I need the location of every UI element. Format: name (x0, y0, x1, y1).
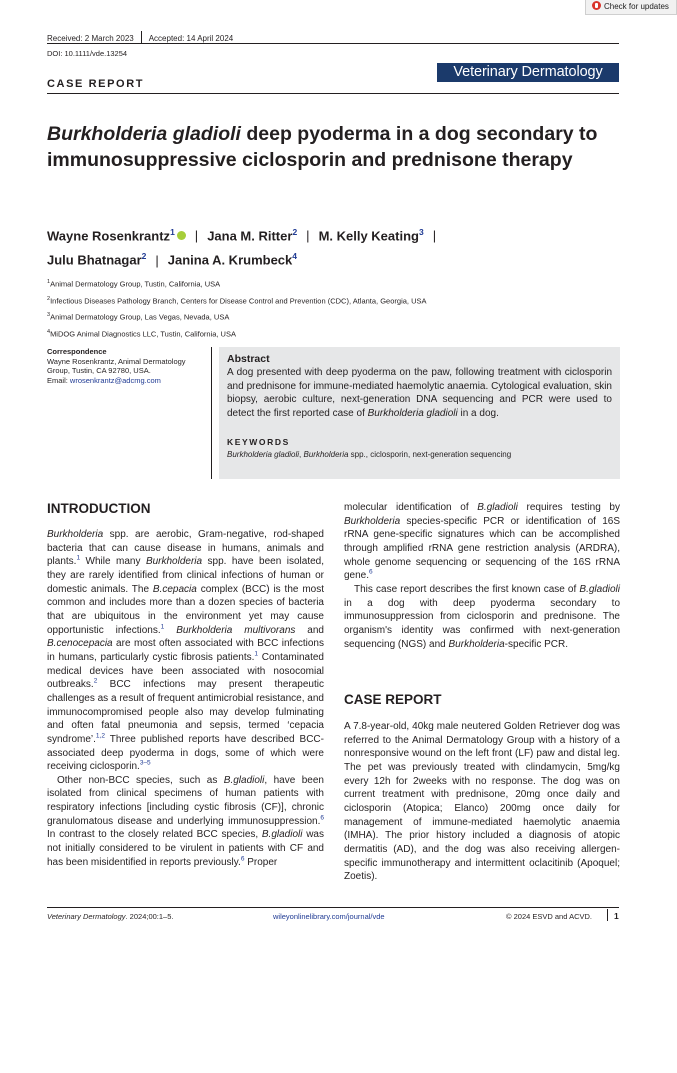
text-italic: B.cenocepacia (47, 638, 113, 650)
citation-ref[interactable]: 6 (320, 814, 324, 822)
affiliation-item (47, 275, 619, 292)
affiliation-number: 3 (47, 312, 51, 318)
text-run: and (295, 624, 324, 636)
section-heading-introduction: INTRODUCTION (47, 501, 151, 516)
footer-journal: Veterinary Dermatology (47, 912, 126, 921)
footer-citation (47, 912, 173, 921)
crossmark-icon (592, 1, 601, 10)
author-name[interactable]: M. Kelly Keating (318, 228, 419, 244)
correspondence-line: Wayne Rosenkrantz, Animal Dermatology (47, 356, 186, 366)
affiliation-number: 4 (47, 328, 51, 335)
text-run: are most often associated with BCC infections in humans, particularly cystic fibrosis patients. (47, 638, 324, 663)
citation-ref[interactable]: 1,2 (95, 732, 105, 740)
text-run: requires testing by (517, 502, 620, 513)
abstract-text-part: in a dog. (457, 407, 499, 419)
doi[interactable]: DOI: 10.1111/vde.13254 (47, 49, 128, 58)
text-italic: B.gladioli (579, 583, 620, 595)
article-type: CASE REPORT (47, 78, 145, 90)
keyword: Burkholderia gladioli (227, 450, 300, 459)
affiliation-item (47, 308, 619, 325)
text-italic: B.gladioli (261, 829, 303, 841)
correspondence-heading: Correspondence (47, 347, 107, 356)
text-run: spp. have been isolated, they are rarely identified from clinical infections of human or domestic animals. The (47, 556, 324, 595)
author-separator: | (155, 252, 159, 268)
citation-ref[interactable]: 1 (160, 623, 165, 631)
email-label: Email: (47, 375, 70, 385)
author-affiliation-ref[interactable]: 3 (418, 227, 424, 237)
citation-ref[interactable]: 2 (93, 677, 98, 685)
affiliation-text: Animal Dermatology Group, Tustin, California, USA (50, 279, 221, 289)
abstract-text-part: A dog presented with deep pyoderma on the paw, following treatment with ciclosporin and prednisone for immune-mediated haemolytic anaemia. Cytological evaluation, skin biopsy, aerobic culture, next-generation DNA sequencing and PCR were used to detect the first reported case of (227, 367, 612, 419)
keywords-heading: KEYWORDS (227, 437, 290, 447)
text-italic: B.gladioli (223, 774, 265, 786)
abstract-text (227, 366, 612, 420)
text-run: -specific PCR. (504, 638, 569, 650)
text-run: species-specific PCR or identification of 16S rRNA gene-specific signatures which can be accomplished through amplified rRNA gene restriction analysis (ARDRA), whole genome sequencing or sequencing of the 16S rRNA gene. (344, 515, 620, 582)
accepted-date: Accepted: 14 April 2024 (148, 34, 234, 43)
abstract-heading: Abstract (227, 353, 270, 365)
text-run: In contrast to the closely related BCC species, (47, 829, 262, 841)
affiliation-number: 1 (47, 279, 51, 285)
correspondence-email-link[interactable]: wrosenkrantz@adcmg.com (69, 375, 161, 385)
citation-ref[interactable]: 6 (369, 568, 373, 576)
affiliations (47, 275, 619, 341)
received-date: Received: 2 March 2023 (47, 34, 134, 43)
footer-rule (47, 907, 619, 908)
intro-paragraph-3 (344, 501, 620, 583)
affiliation-item (47, 325, 619, 342)
text-italic: Burkholderia multivorans (164, 624, 296, 636)
article-type-rule (47, 93, 619, 94)
check-for-updates-badge[interactable] (585, 0, 677, 15)
correspondence-block (47, 347, 207, 385)
text-run: was not initially considered to be virulent in patients with CF and has been misidentified in reports previously. (47, 829, 324, 868)
correspondence-divider (211, 347, 212, 479)
title-rest: deep pyoderma in a dog secondary to immunosuppressive ciclosporin and prednisone therapy (47, 123, 598, 171)
keywords-list (227, 449, 612, 460)
text-run: Other non-BCC species, such as (57, 774, 224, 786)
abstract-text-italic: Burkholderia gladioli (367, 407, 458, 419)
text-run: Proper (244, 856, 278, 868)
section-heading-case-report: CASE REPORT (344, 692, 442, 707)
page-number: 1 (614, 911, 619, 921)
author-affiliation-ref[interactable]: 2 (141, 251, 147, 262)
text-italic: Burkholderia (145, 556, 203, 568)
orcid-icon[interactable] (177, 231, 186, 240)
author-name[interactable]: Janina A. Krumbeck (167, 252, 293, 268)
citation-ref[interactable]: 6 (240, 855, 245, 863)
check-for-updates-label: Check for updates (604, 2, 669, 11)
citation-ref[interactable]: 1 (254, 650, 259, 658)
journal-logo: Veterinary Dermatology (437, 63, 619, 82)
affiliation-text: MiDOG Animal Diagnostics LLC, Tustin, California, USA (50, 329, 236, 338)
author-name[interactable]: Julu Bhatnagar (47, 252, 142, 268)
text-run: in a dog with deep pyoderma secondary to immunosuppression from ciclosporin and prednisone. The organism's identity was confirmed with next-generation sequencing (NGS) and (344, 597, 620, 650)
author-name[interactable]: Wayne Rosenkrantz (47, 228, 171, 244)
author-separator: | (194, 228, 199, 244)
correspondence-line: Group, Tustin, CA 92780, USA. (47, 366, 151, 375)
text-run: , have been isolated from clinical specimens of human patients with respiratory infections [including cystic fibrosis (CF)], chronic granulomatous disease and underlying immunosuppression. (47, 774, 324, 827)
footer-copyright: © 2024 ESVD and ACVD. (506, 912, 592, 921)
author-affiliation-ref[interactable]: 1 (170, 227, 175, 237)
title-organism: Burkholderia gladioli (47, 123, 241, 145)
correspondence-email-line (47, 376, 207, 386)
footer-volume: . 2024;00:1–5. (125, 912, 174, 921)
text-italic: Burkholderia (448, 638, 505, 650)
intro-paragraph-2 (47, 774, 324, 870)
keyword-rest: spp., ciclosporin, next-generation sequencing (348, 450, 512, 459)
text-run: Three published reports have described BCC-associated deep pyoderma in dogs, some of which were receiving ciclosporin. (47, 733, 324, 773)
text-run: Contaminated medical devices have been associated with nosocomial outbreaks. (47, 651, 324, 691)
affiliation-text: Infectious Diseases Pathology Branch, Centers for Disease Control and Prevention (CDC), Atlanta, Georgia, USA (50, 296, 427, 305)
affiliation-number: 2 (47, 295, 51, 302)
text-italic: Burkholderia (344, 515, 401, 527)
citation-ref[interactable]: 1 (76, 554, 81, 562)
header-rule (47, 43, 619, 44)
right-column-case (344, 720, 620, 884)
text-run: While many (80, 556, 146, 568)
author-separator: | (306, 228, 310, 244)
intro-paragraph-4 (344, 583, 620, 651)
intro-paragraph-1 (47, 528, 324, 774)
text-run: This case report describes the first known case of (354, 583, 580, 595)
author-list (47, 222, 619, 271)
author-affiliation-ref[interactable]: 4 (292, 251, 297, 262)
abstract-box (219, 347, 620, 479)
affiliation-item (47, 292, 619, 309)
keyword-separator: , (299, 450, 304, 459)
right-column-top (344, 501, 620, 651)
author-name[interactable]: Jana M. Ritter (207, 228, 293, 244)
affiliation-text: Animal Dermatology Group, Las Vegas, Nevada, USA (50, 312, 230, 322)
text-italic: Burkholderia (47, 529, 104, 540)
left-column (47, 528, 324, 869)
footer-separator (607, 909, 608, 921)
text-run: BCC infections may present therapeutic challenges as a result of frequent antimicrobial resistance, and immunocompromised people also may develop fulminating and often fatal pneumonia and sepsis, termed ‘cepacia syndrome’. (47, 679, 324, 745)
text-run: complex (BCC) is the most common and includes more than a dozen species of bacteria that are ubiquitous in the environment yet may cause opportunistic infections. (47, 583, 324, 636)
text-italic: B.cepacia (152, 583, 197, 595)
footer-journal-link[interactable]: wileyonlinelibrary.com/journal/vde (273, 912, 385, 921)
article-title (47, 121, 619, 173)
text-run: molecular identification of (344, 502, 478, 513)
case-paragraph-1: A 7.8-year-old, 40kg male neutered Golden Retriever dog was referred to the Animal Dermatology Group with a history of a nonresponsive wound on the left front (LF) paw and distal leg. The pet was previously treated with clindamycin, 5mg/kg every 12h for 2weeks with no response. The dog was on current treatment with prednisone, 20mg once daily and ciclosporin (Atopica; Elanco) 200mg once daily for management of immune-mediated haemolytic anaemia (IMHA). The prior history included a diagnosis of atopic dermatitis (AD), and the dog was also receiving allergen-specific immunotherapy and intermittent oclacitinib (Apoquel; Zoetis). (344, 721, 620, 883)
author-separator: | (432, 228, 437, 244)
author-affiliation-ref[interactable]: 2 (292, 227, 298, 237)
citation-ref[interactable]: 3–5 (139, 759, 151, 767)
text-run: spp. are aerobic, Gram-negative, rod-shaped bacteria that can cause disease in humans, animals and plants. (47, 529, 324, 568)
keyword: Burkholderia (303, 450, 349, 459)
text-italic: B.gladioli (477, 502, 518, 513)
